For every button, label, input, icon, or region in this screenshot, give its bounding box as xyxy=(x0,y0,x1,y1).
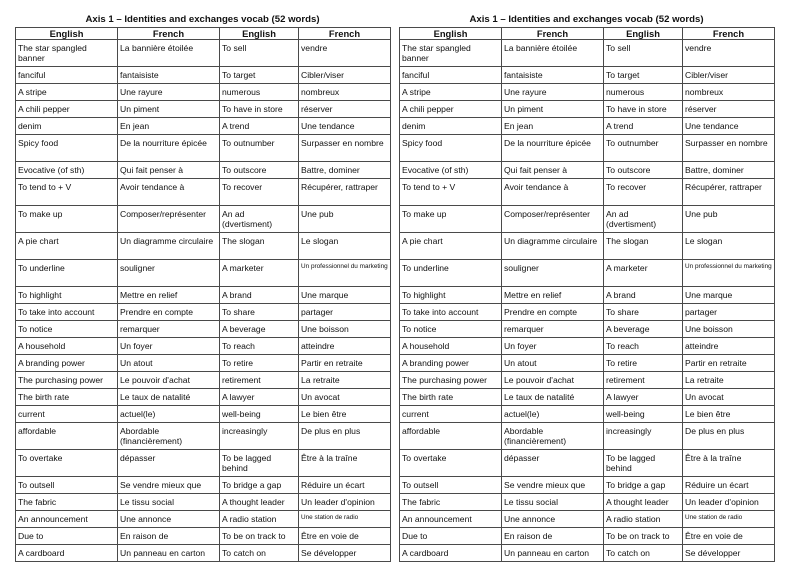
french-translation: Le pouvoir d'achat xyxy=(502,372,604,389)
english-term: To underline xyxy=(400,260,502,287)
english-term: A radio station xyxy=(604,511,683,528)
french-translation: En jean xyxy=(118,118,220,135)
vocab-row xyxy=(16,287,391,304)
english-term: The star spangled banner xyxy=(16,40,118,67)
french-translation: Un foyer xyxy=(502,338,604,355)
french-translation: Un piment xyxy=(502,101,604,118)
french-translation: fantaisiste xyxy=(502,67,604,84)
french-translation: Avoir tendance à xyxy=(118,179,220,206)
french-translation: Un panneau en carton xyxy=(502,545,604,562)
english-term: To outscore xyxy=(604,162,683,179)
english-term: To outnumber xyxy=(220,135,299,162)
english-term: well-being xyxy=(604,406,683,423)
french-translation: fantaisiste xyxy=(118,67,220,84)
english-term: Spicy food xyxy=(16,135,118,162)
english-term: A pie chart xyxy=(400,233,502,260)
french-translation: Récupérer, rattraper xyxy=(683,179,775,206)
french-translation: Un piment xyxy=(118,101,220,118)
english-term: A lawyer xyxy=(604,389,683,406)
header-english-2: English xyxy=(220,28,299,40)
english-term: To take into account xyxy=(16,304,118,321)
vocab-row xyxy=(16,67,391,84)
vocab-row xyxy=(16,233,391,260)
english-term: A trend xyxy=(220,118,299,135)
french-translation: Récupérer, rattraper xyxy=(299,179,391,206)
english-term: affordable xyxy=(16,423,118,450)
english-term: To overtake xyxy=(16,450,118,477)
french-translation: Prendre en compte xyxy=(502,304,604,321)
english-term: A chili pepper xyxy=(16,101,118,118)
english-term: A branding power xyxy=(400,355,502,372)
english-term: To make up xyxy=(16,206,118,233)
english-term: To make up xyxy=(400,206,502,233)
french-translation: La retraite xyxy=(299,372,391,389)
vocab-row xyxy=(400,528,775,545)
french-translation: Le slogan xyxy=(299,233,391,260)
english-term: current xyxy=(16,406,118,423)
french-translation: Une rayure xyxy=(502,84,604,101)
sheet-title: Axis 1 – Identities and exchanges vocab (52 words) xyxy=(469,14,704,25)
english-term: A thought leader xyxy=(220,494,299,511)
english-term: The purchasing power xyxy=(16,372,118,389)
vocab-row xyxy=(16,338,391,355)
vocab-sheet-left xyxy=(15,14,390,562)
french-translation: Se développer xyxy=(299,545,391,562)
french-translation: vendre xyxy=(299,40,391,67)
english-term: To share xyxy=(220,304,299,321)
english-term: An ad (dvertisment) xyxy=(220,206,299,233)
french-translation: La bannière étoilée xyxy=(502,40,604,67)
vocab-row xyxy=(400,206,775,233)
french-translation: Prendre en compte xyxy=(118,304,220,321)
english-term: To target xyxy=(220,67,299,84)
french-translation: Un atout xyxy=(502,355,604,372)
french-translation: Battre, dominer xyxy=(299,162,391,179)
french-translation: dépasser xyxy=(502,450,604,477)
english-term: To share xyxy=(604,304,683,321)
english-term: retirement xyxy=(220,372,299,389)
french-translation: Une station de radio xyxy=(299,511,391,528)
english-term: A trend xyxy=(604,118,683,135)
french-translation: remarquer xyxy=(502,321,604,338)
vocab-row xyxy=(400,135,775,162)
vocab-row xyxy=(16,372,391,389)
header-french-2: French xyxy=(683,28,775,40)
french-translation: Réduire un écart xyxy=(299,477,391,494)
vocab-table xyxy=(399,27,775,562)
english-term: A stripe xyxy=(400,84,502,101)
french-translation: Un atout xyxy=(118,355,220,372)
english-term: A thought leader xyxy=(604,494,683,511)
english-term: A household xyxy=(16,338,118,355)
vocab-row xyxy=(400,511,775,528)
english-term: A marketer xyxy=(220,260,299,287)
french-translation: Une annonce xyxy=(118,511,220,528)
english-term: To outnumber xyxy=(604,135,683,162)
french-translation: Un leader d'opinion xyxy=(683,494,775,511)
french-translation: Le taux de natalité xyxy=(118,389,220,406)
french-translation: remarquer xyxy=(118,321,220,338)
french-translation: réserver xyxy=(683,101,775,118)
english-term: The birth rate xyxy=(16,389,118,406)
english-term: numerous xyxy=(220,84,299,101)
french-translation: Réduire un écart xyxy=(683,477,775,494)
french-translation: Une rayure xyxy=(118,84,220,101)
english-term: To reach xyxy=(604,338,683,355)
vocab-row xyxy=(16,528,391,545)
vocab-row xyxy=(400,389,775,406)
english-term: An announcement xyxy=(16,511,118,528)
english-term: An ad (dvertisment) xyxy=(604,206,683,233)
french-translation: Une marque xyxy=(299,287,391,304)
french-translation: Une tendance xyxy=(299,118,391,135)
french-translation: Un diagramme circulaire xyxy=(118,233,220,260)
french-translation: Un panneau en carton xyxy=(118,545,220,562)
vocab-row xyxy=(16,355,391,372)
english-term: The purchasing power xyxy=(400,372,502,389)
english-term: A beverage xyxy=(604,321,683,338)
english-term: To be lagged behind xyxy=(604,450,683,477)
french-translation: Qui fait penser à xyxy=(118,162,220,179)
vocab-row xyxy=(400,118,775,135)
french-translation: atteindre xyxy=(683,338,775,355)
english-term: To outsell xyxy=(16,477,118,494)
english-term: A radio station xyxy=(220,511,299,528)
vocab-row xyxy=(400,545,775,562)
english-term: To bridge a gap xyxy=(604,477,683,494)
english-term: A lawyer xyxy=(220,389,299,406)
french-translation: Se développer xyxy=(683,545,775,562)
header-english-2: English xyxy=(604,28,683,40)
french-translation: actuel(le) xyxy=(118,406,220,423)
french-translation: Un foyer xyxy=(118,338,220,355)
vocab-row xyxy=(16,135,391,162)
vocab-body xyxy=(16,40,391,562)
french-translation: Une boisson xyxy=(683,321,775,338)
vocab-row xyxy=(400,260,775,287)
vocab-row xyxy=(400,233,775,260)
french-translation: Un avocat xyxy=(299,389,391,406)
french-translation: Composer/représenter xyxy=(502,206,604,233)
vocab-row xyxy=(16,179,391,206)
english-term: To be on track to xyxy=(604,528,683,545)
english-term: To retire xyxy=(220,355,299,372)
french-translation: dépasser xyxy=(118,450,220,477)
french-translation: De la nourriture épicée xyxy=(118,135,220,162)
french-translation: En raison de xyxy=(502,528,604,545)
french-translation: réserver xyxy=(299,101,391,118)
header-french-1: French xyxy=(118,28,220,40)
english-term: Spicy food xyxy=(400,135,502,162)
french-translation: La retraite xyxy=(683,372,775,389)
french-translation: vendre xyxy=(683,40,775,67)
english-term: A cardboard xyxy=(400,545,502,562)
english-term: denim xyxy=(400,118,502,135)
vocab-row xyxy=(16,406,391,423)
english-term: The fabric xyxy=(400,494,502,511)
vocab-row xyxy=(400,321,775,338)
english-term: A brand xyxy=(220,287,299,304)
english-term: A chili pepper xyxy=(400,101,502,118)
english-term: Evocative (of sth) xyxy=(400,162,502,179)
english-term: To underline xyxy=(16,260,118,287)
vocab-row xyxy=(16,260,391,287)
english-term: To recover xyxy=(220,179,299,206)
vocab-body xyxy=(400,40,775,562)
vocab-row xyxy=(400,477,775,494)
english-term: A branding power xyxy=(16,355,118,372)
vocab-row xyxy=(16,206,391,233)
english-term: A cardboard xyxy=(16,545,118,562)
french-translation: Une tendance xyxy=(683,118,775,135)
french-translation: Un professionnel du marketing xyxy=(683,260,775,287)
header-english-1: English xyxy=(16,28,118,40)
english-term: To outsell xyxy=(400,477,502,494)
french-translation: De plus en plus xyxy=(299,423,391,450)
french-translation: Être à la traîne xyxy=(683,450,775,477)
english-term: To take into account xyxy=(400,304,502,321)
vocab-row xyxy=(16,545,391,562)
english-term: To have in store xyxy=(220,101,299,118)
french-translation: Une station de radio xyxy=(683,511,775,528)
vocab-row xyxy=(400,372,775,389)
vocab-row xyxy=(400,40,775,67)
french-translation: Mettre en relief xyxy=(118,287,220,304)
french-translation: nombreux xyxy=(299,84,391,101)
french-translation: La bannière étoilée xyxy=(118,40,220,67)
english-term: The star spangled banner xyxy=(400,40,502,67)
french-translation: Être en voie de xyxy=(299,528,391,545)
english-term: A household xyxy=(400,338,502,355)
french-translation: Surpasser en nombre xyxy=(683,135,775,162)
vocab-row xyxy=(400,287,775,304)
english-term: fanciful xyxy=(400,67,502,84)
french-translation: Battre, dominer xyxy=(683,162,775,179)
french-translation: Une boisson xyxy=(299,321,391,338)
french-translation: Avoir tendance à xyxy=(502,179,604,206)
french-translation: Composer/représenter xyxy=(118,206,220,233)
french-translation: Un diagramme circulaire xyxy=(502,233,604,260)
french-translation: souligner xyxy=(118,260,220,287)
english-term: An announcement xyxy=(400,511,502,528)
french-translation: Être en voie de xyxy=(683,528,775,545)
english-term: well-being xyxy=(220,406,299,423)
french-translation: souligner xyxy=(502,260,604,287)
vocab-row xyxy=(16,40,391,67)
english-term: To be lagged behind xyxy=(220,450,299,477)
header-row xyxy=(400,28,775,40)
header-row xyxy=(16,28,391,40)
french-translation: Cibler/viser xyxy=(299,67,391,84)
header-french-2: French xyxy=(299,28,391,40)
english-term: The slogan xyxy=(220,233,299,260)
vocab-row xyxy=(16,450,391,477)
french-translation: nombreux xyxy=(683,84,775,101)
french-translation: Abordable (financièrement) xyxy=(502,423,604,450)
french-translation: Le bien être xyxy=(299,406,391,423)
english-term: numerous xyxy=(604,84,683,101)
french-translation: Le tissu social xyxy=(118,494,220,511)
header-french-1: French xyxy=(502,28,604,40)
french-translation: Une annonce xyxy=(502,511,604,528)
vocab-row xyxy=(400,162,775,179)
english-term: To be on track to xyxy=(220,528,299,545)
french-translation: Le pouvoir d'achat xyxy=(118,372,220,389)
english-term: To notice xyxy=(16,321,118,338)
sheet-title: Axis 1 – Identities and exchanges vocab (52 words) xyxy=(85,14,320,25)
english-term: Due to xyxy=(16,528,118,545)
vocab-sheet-right xyxy=(399,14,774,562)
french-translation: Le taux de natalité xyxy=(502,389,604,406)
english-term: A beverage xyxy=(220,321,299,338)
english-term: Evocative (of sth) xyxy=(16,162,118,179)
french-translation: Un leader d'opinion xyxy=(299,494,391,511)
english-term: Due to xyxy=(400,528,502,545)
english-term: To bridge a gap xyxy=(220,477,299,494)
french-translation: Surpasser en nombre xyxy=(299,135,391,162)
french-translation: Se vendre mieux que xyxy=(118,477,220,494)
french-translation: Se vendre mieux que xyxy=(502,477,604,494)
vocab-row xyxy=(400,338,775,355)
english-term: A pie chart xyxy=(16,233,118,260)
vocab-row xyxy=(400,67,775,84)
french-translation: Un avocat xyxy=(683,389,775,406)
english-term: To target xyxy=(604,67,683,84)
english-term: To tend to + V xyxy=(16,179,118,206)
english-term: To highlight xyxy=(400,287,502,304)
french-translation: Une marque xyxy=(683,287,775,304)
english-term: The slogan xyxy=(604,233,683,260)
english-term: retirement xyxy=(604,372,683,389)
french-translation: Être à la traîne xyxy=(299,450,391,477)
french-translation: Cibler/viser xyxy=(683,67,775,84)
french-translation: Un professionnel du marketing xyxy=(299,260,391,287)
english-term: To recover xyxy=(604,179,683,206)
french-translation: partager xyxy=(683,304,775,321)
vocab-row xyxy=(16,389,391,406)
vocab-row xyxy=(400,101,775,118)
vocab-row xyxy=(400,406,775,423)
vocab-row xyxy=(400,304,775,321)
vocab-row xyxy=(400,450,775,477)
english-term: To catch on xyxy=(220,545,299,562)
english-term: To sell xyxy=(220,40,299,67)
vocab-row xyxy=(400,179,775,206)
english-term: denim xyxy=(16,118,118,135)
english-term: To sell xyxy=(604,40,683,67)
english-term: To reach xyxy=(220,338,299,355)
french-translation: En raison de xyxy=(118,528,220,545)
french-translation: Mettre en relief xyxy=(502,287,604,304)
english-term: To outscore xyxy=(220,162,299,179)
english-term: To retire xyxy=(604,355,683,372)
vocab-table xyxy=(15,27,391,562)
english-term: fanciful xyxy=(16,67,118,84)
english-term: increasingly xyxy=(604,423,683,450)
vocab-row xyxy=(16,477,391,494)
english-term: A marketer xyxy=(604,260,683,287)
french-translation: Le bien être xyxy=(683,406,775,423)
english-term: To notice xyxy=(400,321,502,338)
vocab-row xyxy=(400,423,775,450)
english-term: To have in store xyxy=(604,101,683,118)
french-translation: Une pub xyxy=(299,206,391,233)
french-translation: partager xyxy=(299,304,391,321)
vocab-row xyxy=(16,84,391,101)
french-translation: Partir en retraite xyxy=(683,355,775,372)
vocab-row xyxy=(16,304,391,321)
english-term: To tend to + V xyxy=(400,179,502,206)
french-translation: Le tissu social xyxy=(502,494,604,511)
vocab-row xyxy=(16,321,391,338)
french-translation: De la nourriture épicée xyxy=(502,135,604,162)
english-term: The birth rate xyxy=(400,389,502,406)
vocab-row xyxy=(16,101,391,118)
english-term: To catch on xyxy=(604,545,683,562)
vocab-row xyxy=(16,162,391,179)
english-term: The fabric xyxy=(16,494,118,511)
vocab-row xyxy=(16,423,391,450)
english-term: To highlight xyxy=(16,287,118,304)
english-term: current xyxy=(400,406,502,423)
vocab-row xyxy=(400,84,775,101)
vocab-row xyxy=(16,511,391,528)
english-term: To overtake xyxy=(400,450,502,477)
english-term: A stripe xyxy=(16,84,118,101)
header-english-1: English xyxy=(400,28,502,40)
french-translation: Qui fait penser à xyxy=(502,162,604,179)
english-term: increasingly xyxy=(220,423,299,450)
french-translation: Abordable (financièrement) xyxy=(118,423,220,450)
french-translation: En jean xyxy=(502,118,604,135)
english-term: affordable xyxy=(400,423,502,450)
english-term: A brand xyxy=(604,287,683,304)
vocab-row xyxy=(400,355,775,372)
vocab-row xyxy=(400,494,775,511)
french-translation: De plus en plus xyxy=(683,423,775,450)
vocab-row xyxy=(16,494,391,511)
french-translation: Une pub xyxy=(683,206,775,233)
vocab-row xyxy=(16,118,391,135)
french-translation: Partir en retraite xyxy=(299,355,391,372)
french-translation: Le slogan xyxy=(683,233,775,260)
french-translation: actuel(le) xyxy=(502,406,604,423)
french-translation: atteindre xyxy=(299,338,391,355)
